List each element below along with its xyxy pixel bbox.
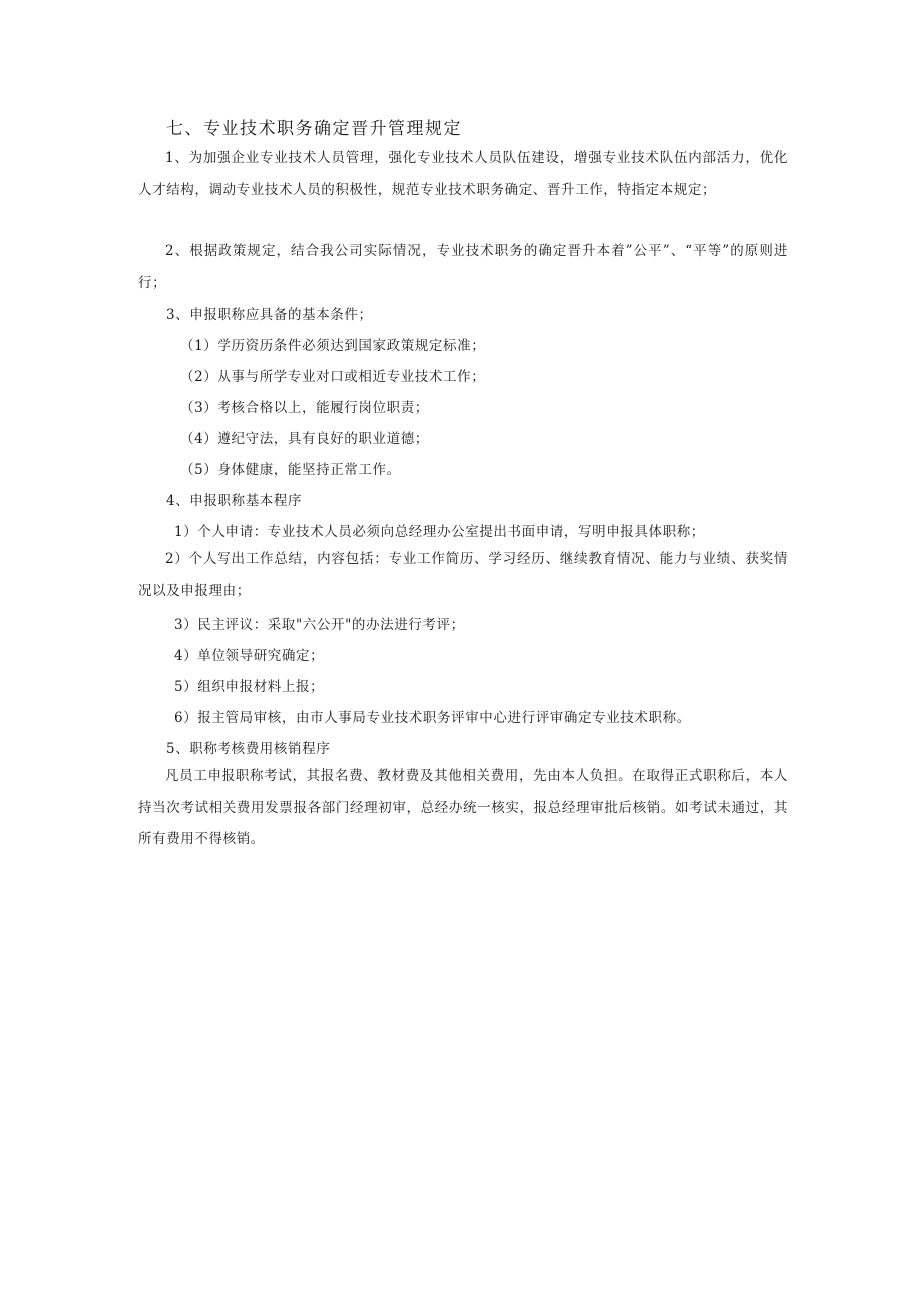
procedure-item: 4）单位领导研究确定； (174, 648, 325, 664)
condition-item: （3）考核合格以上，能履行岗位职责； (180, 400, 429, 416)
paragraph-1: 1、为加强企业专业技术人员管理，强化专业技术人员队伍建设，增强专业技术队伍内部活力，优化人才结构，调动专业技术人员的积极性，规范专业技术职务确定、晋升工作，特指定本规定； (138, 150, 788, 198)
condition-item: （1）学历资历条件必须达到国家政策规定标准； (180, 338, 486, 354)
condition-item: （2）从事与所学专业对口或相近专业技术工作； (180, 369, 486, 385)
section-5-heading: 5、职称考核费用核销程序 (166, 741, 331, 757)
procedure-item: 5）组织申报材料上报； (174, 679, 325, 695)
section-5-body: 凡员工申报职称考试，其报名费、教材费及其他相关费用，先由本人负担。在取得正式职称后，本人持当次考试相关费用发票报各部门经理初审，总经办统一核实，报总经理审批后核销。如考试未通过，其所有费用不得核销。 (138, 768, 788, 847)
section-3-heading: 3、申报职称应具备的基本条件； (166, 307, 373, 323)
section-4-heading: 4、申报职称基本程序 (166, 493, 303, 509)
paragraph-2: 2、根据政策规定，结合我公司实际情况，专业技术职务的确定晋升本着”公平”、“平等”的原则进行； (138, 243, 788, 291)
procedure-item: 6）报主管局审核，由市人事局专业技术职务评审中心进行评审确定专业技术职称。 (174, 710, 691, 726)
procedure-item: 1）个人申请：专业技术人员必须向总经理办公室提出书面申请，写明申报具体职称； (174, 524, 705, 540)
section-title: 七、专业技术职务确定晋升管理规定 (166, 119, 462, 139)
condition-item: （4）遵纪守法，具有良好的职业道德； (180, 431, 429, 447)
procedure-item: 2）个人写出工作总结，内容包括：专业工作简历、学习经历、继续教育情况、能力与业绩、获奖情况以及申报理由； (138, 551, 788, 599)
procedure-item: 3）民主评议：采取"六公开"的办法进行考评； (174, 617, 465, 633)
condition-item: （5）身体健康，能坚持正常工作。 (180, 462, 401, 478)
